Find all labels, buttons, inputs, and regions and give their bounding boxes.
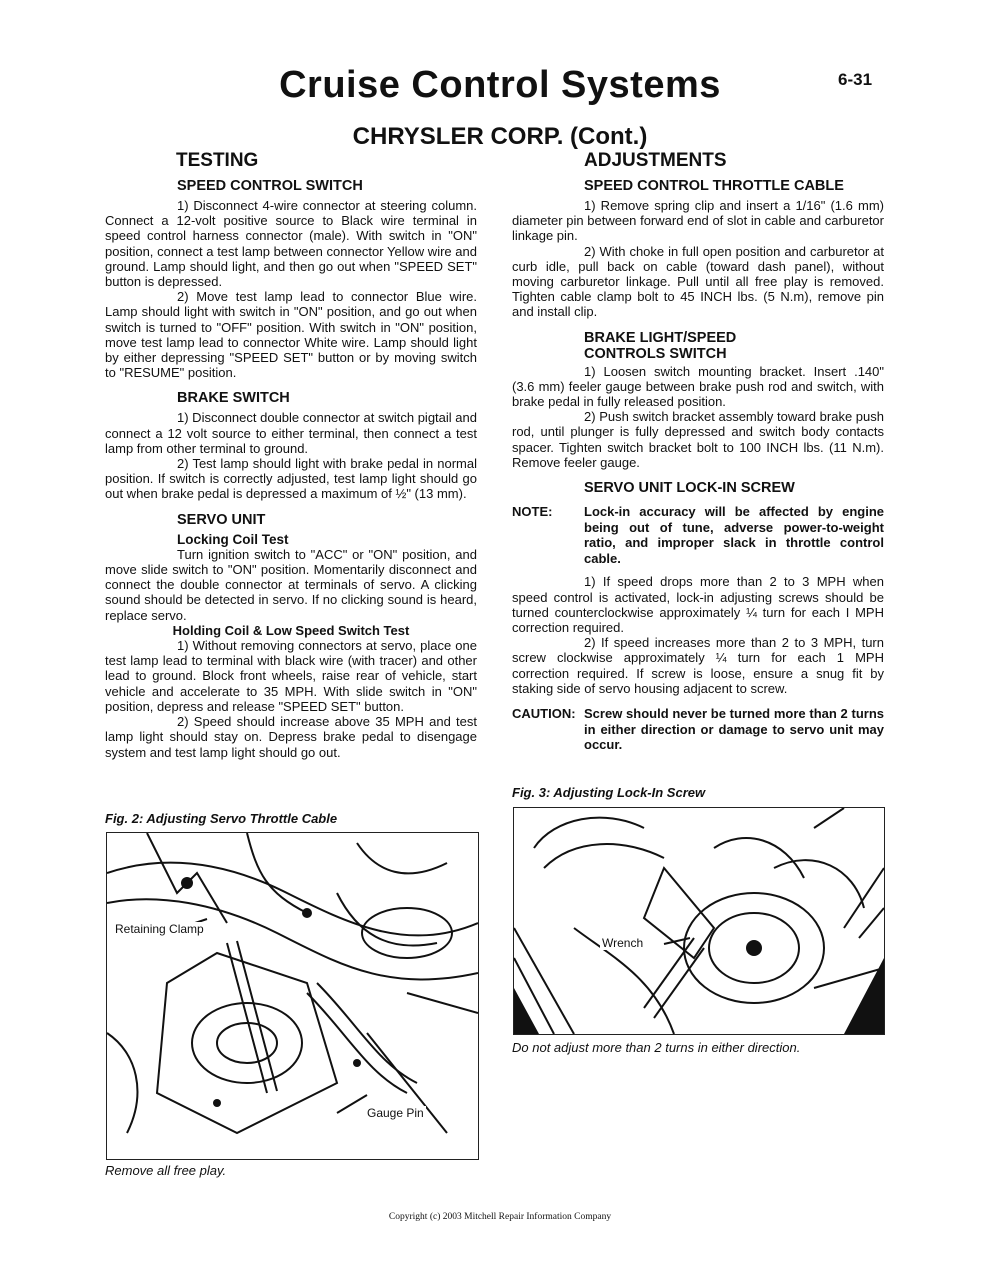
figure-2-caption: Fig. 2: Adjusting Servo Throttle Cable — [105, 811, 338, 826]
holding-coil-p2: 2) Speed should increase above 35 MPH and test lamp light should stay on. Depress brake pedal to disengage system and test lamp light should go out. — [105, 714, 477, 760]
servo-lockin-p2: 2) If speed increases more than 2 to 3 MPH, turn screw clockwise approximately ¼ turn for each 1 MPH correction required. If screw is loose, ensure a snug fit by staking side of servo housing adjacent to screw. — [512, 635, 884, 696]
callout-gauge-pin: Gauge Pin — [367, 1106, 424, 1120]
figure-3-note: Do not adjust more than 2 turns in either direction. — [512, 1040, 801, 1055]
throttle-cable-p2: 2) With choke in full open position and carburetor at curb idle, pull back on cable (toward dash panel), without moving carburetor linkage. Pull until all free play is removed. Tighten cable clamp bolt to 45 INCH lbs. (5 N.m), remove pin and install clip. — [512, 243, 884, 320]
page-title: Cruise Control Systems — [279, 64, 721, 106]
page-subtitle: CHRYSLER CORP. (Cont.) — [352, 123, 648, 150]
caution-block — [512, 706, 884, 753]
servo-lockin-heading: SERVO UNIT LOCK-IN SCREW — [584, 480, 795, 497]
copyright-footer: Copyright (c) 2003 Mitchell Repair Information Company — [388, 1212, 612, 1222]
note-label: NOTE: — [512, 504, 553, 520]
holding-coil-p1: 1) Without removing connectors at servo, place one test lamp lead to terminal with black wire (with tracer) and other lead to ground. Block front wheels, raise rear of vehicle, start vehicle and accelerate to 35 MPH. With slide switch in "ON" position, depress and release "SPEED SET" button. — [105, 638, 477, 714]
callout-wrench: Wrench — [602, 936, 644, 950]
throttle-cable-heading: SPEED CONTROL THROTTLE CABLE — [584, 178, 844, 194]
speed-control-switch-heading: SPEED CONTROL SWITCH — [177, 178, 363, 194]
brake-switch-heading: BRAKE SWITCH — [177, 390, 290, 407]
holding-coil-heading: Holding Coil & Low Speed Switch Test — [172, 622, 410, 638]
servo-lockin-p1: 1) If speed drops more than 2 to 3 MPH when speed control is activated, lock-in adjusting screws should be turned counterclockwise approximately ¼ turn for each I MPH correction required. — [512, 574, 884, 636]
lock-in-screw-drawing — [514, 808, 884, 1034]
brake-light-heading-line2: CONTROLS SWITCH — [584, 345, 727, 362]
right-column — [512, 178, 884, 761]
figure-2-illustration — [106, 832, 479, 1160]
figure-3-caption: Fig. 3: Adjusting Lock-In Screw — [512, 785, 706, 800]
note-block — [512, 504, 884, 566]
throttle-cable-p1: 1) Remove spring clip and insert a 1/16" (1.6 mm) diameter pin between forward end of slot in cable and carburetor linkage pin. — [512, 198, 884, 244]
note-text: Lock-in accuracy will be affected by engine being out of tune, adverse power-to-weight ratio, and improper slack in throttle control cable. — [584, 504, 884, 566]
section-title-testing: TESTING — [176, 150, 259, 171]
brake-light-heading-line1: BRAKE LIGHT/SPEED — [584, 329, 737, 346]
locking-coil-p: Turn ignition switch to "ACC" or "ON" position, and move slide switch to "ON" position. Momentarily disconnect and connect the double connector at terminals of servo. A clicking sound should be detected in servo. If no clicking sound is heard, replace servo. — [105, 546, 477, 623]
callout-retaining-clamp: Retaining Clamp — [115, 922, 204, 936]
section-title-adjustments: ADJUSTMENTS — [584, 150, 727, 171]
page-number: 6-31 — [838, 70, 873, 89]
servo-unit-heading: SERVO UNIT — [177, 511, 266, 528]
speed-control-switch-p2: 2) Move test lamp lead to connector Blue wire. Lamp should light with switch in "ON" position, and go out when switch is turned to "OFF" position. With switch in "ON" position, move test lamp lead to connector White wire. Lamp should light by either depressing "SPEED SET" button or by moving switch to "RESUME" position. — [105, 289, 477, 381]
caution-text: Screw should never be turned more than 2 turns in either direction or damage to servo unit may occur. — [584, 706, 884, 753]
caution-label: CAUTION: — [512, 706, 576, 722]
figure-3-illustration — [513, 807, 885, 1035]
brake-switch-p2: 2) Test lamp should light with brake pedal in normal position. If switch is correctly adjusted, test lamp light should go out when brake pedal is depressed a maximum of ½" (13 mm). — [105, 456, 477, 502]
speed-control-switch-p1: 1) Disconnect 4-wire connector at steering column. Connect a 12-volt positive source to Black wire terminal in speed control harness connector (male). With switch in "ON" position, connect a test lamp between connector Yellow wire and ground. Lamp should light, and then go out when "SPEED SET" button is depressed. — [105, 198, 477, 290]
figure-2-note: Remove all free play. — [105, 1163, 227, 1178]
brake-light-p1: 1) Loosen switch mounting bracket. Insert .140" (3.6 mm) feeler gauge between brake push rod and switch, with brake pedal in fully released position. — [512, 363, 884, 410]
brake-switch-p1: 1) Disconnect double connector at switch pigtail and connect a 12 volt source to either terminal, then connect a test lamp from other terminal to ground. — [105, 410, 477, 456]
brake-light-heading — [512, 330, 884, 362]
left-column — [105, 178, 477, 760]
brake-light-p2: 2) Push switch bracket assembly toward brake push rod, until plunger is fully depressed and switch body contacts spacer. Tighten switch bracket bolt to 100 INCH lbs. (11 N.m). Remove feeler gauge. — [512, 409, 884, 470]
locking-coil-heading: Locking Coil Test — [177, 531, 289, 547]
